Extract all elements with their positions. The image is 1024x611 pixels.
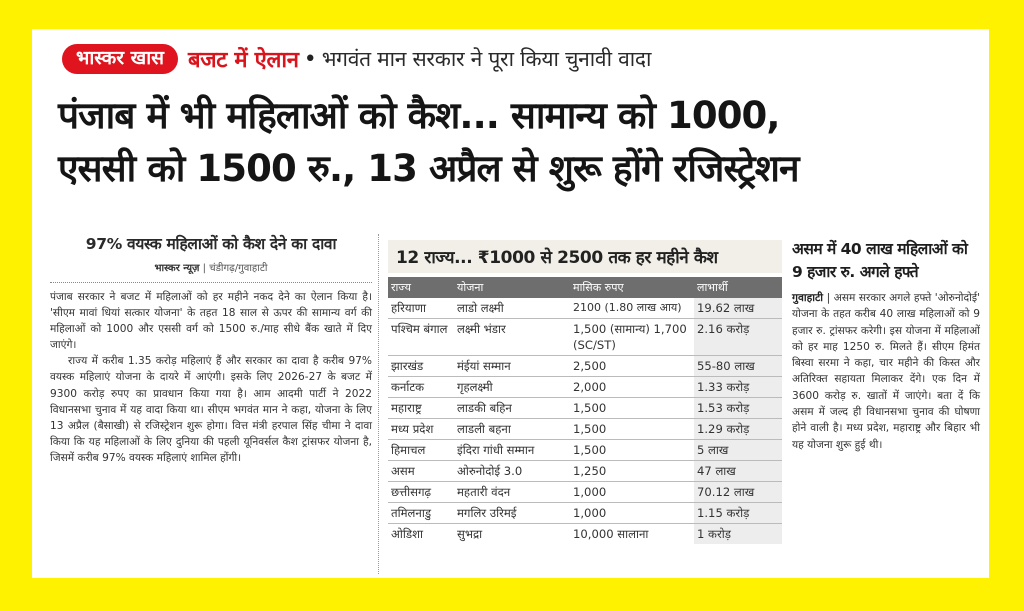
cell-monthly: 1,500 xyxy=(570,398,694,419)
cell-scheme: मंईयां सम्मान xyxy=(454,356,570,377)
byline-source: भास्कर न्यूज़ xyxy=(154,263,200,274)
dateline-divider: | xyxy=(826,292,831,304)
cell-state: कर्नाटक xyxy=(388,377,454,398)
cell-beneficiaries: 70.12 लाख xyxy=(694,482,782,503)
cell-beneficiaries: 2.16 करोड़ xyxy=(694,319,782,356)
cell-scheme: लाडकी बहिन xyxy=(454,398,570,419)
table-row xyxy=(388,377,782,398)
dateline: गुवाहाटी xyxy=(792,292,824,304)
cell-beneficiaries: 1.29 करोड़ xyxy=(694,419,782,440)
cell-monthly: 1,000 xyxy=(570,482,694,503)
cell-monthly: 1,500 (सामान्य) 1,700 (SC/ST) xyxy=(570,319,694,356)
table-row xyxy=(388,524,782,545)
dotted-rule xyxy=(50,282,372,283)
table-row xyxy=(388,482,782,503)
states-scheme-table xyxy=(388,240,782,544)
main-headline xyxy=(58,89,973,195)
cell-state: पश्चिम बंगाल xyxy=(388,319,454,356)
byline-divider: | xyxy=(202,263,207,274)
cell-state: हरियाणा xyxy=(388,298,454,319)
right-story xyxy=(792,238,980,453)
cell-scheme: लक्ष्मी भंडार xyxy=(454,319,570,356)
cell-monthly: 1,500 xyxy=(570,419,694,440)
cell-monthly: 1,250 xyxy=(570,461,694,482)
kicker-red-label: बजट में ऐलान xyxy=(187,48,299,73)
table-row xyxy=(388,398,782,419)
cell-beneficiaries: 47 लाख xyxy=(694,461,782,482)
paragraph-1: पंजाब सरकार ने बजट में महिलाओं को हर महीने नकद देने का ऐलान किया है। 'सीएम मावां धियां सत्कार योजना' के तहत 18 साल से ऊपर की सामान्य वर्ग की महिलाओं को 1000 और एससी वर्ग को 1500 रु./माह सीधे बैंक खाते में दिए जाएंगे। xyxy=(50,291,372,352)
kicker-subtitle: भगवंत मान सरकार ने पूरा किया चुनावी वादा xyxy=(321,47,652,71)
header-state: राज्य xyxy=(388,277,454,298)
cell-state: असम xyxy=(388,461,454,482)
cell-beneficiaries: 1.53 करोड़ xyxy=(694,398,782,419)
table-row xyxy=(388,503,782,524)
cell-monthly: 1,000 xyxy=(570,503,694,524)
cell-state: छत्तीसगढ़ xyxy=(388,482,454,503)
cell-scheme: इंदिरा गांधी सम्मान xyxy=(454,440,570,461)
cell-monthly: 2100 (1.80 लाख आय) xyxy=(570,298,694,319)
cell-beneficiaries: 19.62 लाख xyxy=(694,298,782,319)
table-header-row xyxy=(388,277,782,298)
cell-state: हिमाचल xyxy=(388,440,454,461)
table-row xyxy=(388,440,782,461)
cell-monthly: 2,000 xyxy=(570,377,694,398)
cell-scheme: लाडली बहना xyxy=(454,419,570,440)
assam-body-text: असम सरकार अगले हफ्ते 'ओरुनोदोई' योजना के तहत करीब 40 लाख महिलाओं को 9 हजार रु. ट्रांसफर करेगी। इस योजना में महिलाओं को हर माह 1250 रु. मिलते हैं। सीएम हिमंत बिस्वा सरमा ने कहा, चार महीने की किस्त और अतिरिक्त सहायता मिलाकर देंगे। एक दिन में 3600 करोड़ रु. खातों में जाएंगे। बता दें कि असम में जल्द ही विधानसभा चुनाव की घोषणा होने वाली है। मध्य प्रदेश, महाराष्ट्र और बिहार भी यह योजना शुरू हुई थी। xyxy=(792,292,980,451)
table-row xyxy=(388,419,782,440)
cell-monthly: 1,500 xyxy=(570,440,694,461)
assam-body xyxy=(792,290,980,453)
byline xyxy=(50,260,372,274)
table-row xyxy=(388,461,782,482)
table-row xyxy=(388,356,782,377)
cell-beneficiaries: 1 करोड़ xyxy=(694,524,782,545)
assam-headline: असम में 40 लाख महिलाओं को 9 हजार रु. अगले हफ्ते xyxy=(792,240,968,281)
paragraph-2: राज्य में करीब 1.35 करोड़ महिलाएं हैं और सरकार का दावा है करीब 97% वयस्क महिलाएं योजना के दायरे में आएंगी। इसके लिए 2026-27 के बजट में 9300 करोड़ रुपए का प्रावधान किया गया है। आम आदमी पार्टी ने 2022 विधानसभा चुनाव में यह वादा किया था। सीएम भगवंत मान ने कहा, योजना के लिए 13 अप्रैल (बैसाखी) से रजिस्ट्रेशन शुरू होगा। वित्त मंत्री हरपाल सिंह चीमा ने दावा किया कि यह महिलाओं के लिए दुनिया की पहली यूनिवर्सल कैश ट्रांसफर योजना है, जिसमें करीब 97% वयस्क महिलाएं शामिल होंगी। xyxy=(50,355,372,464)
cell-state: तमिलनाडु xyxy=(388,503,454,524)
headline-line-1: पंजाब में भी महिलाओं को कैश... सामान्य को 1000, xyxy=(58,94,780,137)
bullet-separator: • xyxy=(303,46,317,72)
cell-beneficiaries: 1.33 करोड़ xyxy=(694,377,782,398)
scheme-table xyxy=(388,277,782,544)
cell-beneficiaries: 1.15 करोड़ xyxy=(694,503,782,524)
story-body xyxy=(50,289,372,466)
cell-state: मध्य प्रदेश xyxy=(388,419,454,440)
table-title: 12 राज्य... ₹1000 से 2500 तक हर महीने कैश xyxy=(388,240,782,273)
header-beneficiaries: लाभार्थी xyxy=(694,277,782,298)
cell-monthly: 2,500 xyxy=(570,356,694,377)
newspaper-clipping xyxy=(32,29,989,578)
cell-scheme: मगलिर उरिमई xyxy=(454,503,570,524)
cell-beneficiaries: 5 लाख xyxy=(694,440,782,461)
cell-scheme: गृहलक्ष्मी xyxy=(454,377,570,398)
headline-line-2: एससी को 1500 रु., 13 अप्रैल से शुरू होंगे रजिस्ट्रेशन xyxy=(58,147,799,190)
cell-beneficiaries: 55-80 लाख xyxy=(694,356,782,377)
cell-scheme: सुभद्रा xyxy=(457,527,483,541)
header-scheme: योजना xyxy=(454,277,570,298)
cell-scheme: ओरुनोदोई 3.0 xyxy=(454,461,570,482)
cell-state: महाराष्ट्र xyxy=(388,398,454,419)
cell-scheme: महतारी वंदन xyxy=(454,482,570,503)
table-row xyxy=(388,319,782,356)
cell-state: झारखंड xyxy=(388,356,454,377)
byline-place: चंडीगढ़/गुवाहाटी xyxy=(209,263,268,274)
cell-scheme: लाडो लक्ष्मी xyxy=(454,298,570,319)
kicker-line xyxy=(62,42,651,76)
header-monthly: मासिक रुपए xyxy=(570,277,694,298)
cell-monthly: 10,000 सालाना xyxy=(573,527,649,541)
cell-state: ओडिशा xyxy=(391,527,423,541)
column-divider xyxy=(378,234,379,574)
bhaskar-khas-badge: भास्कर खास xyxy=(62,44,178,74)
story-subheadline: 97% वयस्क महिलाओं को कैश देने का दावा xyxy=(85,235,337,253)
table-row xyxy=(388,298,782,319)
left-story xyxy=(50,232,372,466)
